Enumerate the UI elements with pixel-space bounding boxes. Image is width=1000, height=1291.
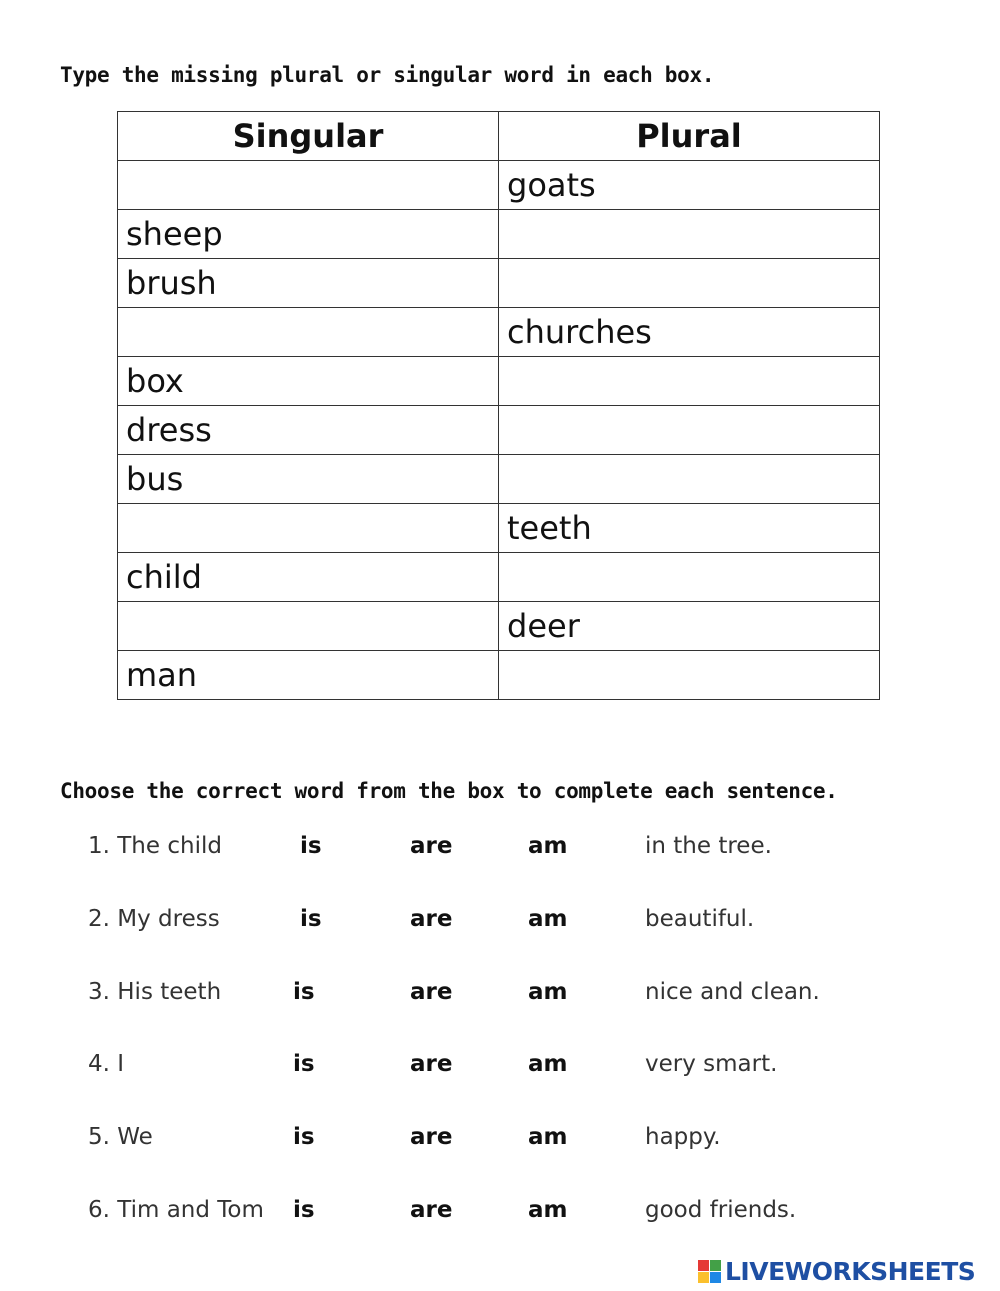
header-plural: Plural [499,112,880,161]
plural-word: deer [499,602,880,651]
sentence-item [0,827,1000,867]
sentence-ending: very smart. [645,1051,778,1078]
choice-option-is[interactable]: is [293,978,315,1005]
instruction-choose-word: Choose the correct word from the box to complete each sentence. [60,779,838,803]
table-row [118,210,880,259]
choice-option-are[interactable]: are [410,1197,453,1223]
sentence-item [0,1118,1000,1158]
sentence-ending: in the tree. [645,833,772,859]
logo-square [698,1272,709,1283]
sentence-subject: 4. I [88,1051,125,1078]
instruction-plural-singular: Type the missing plural or singular word in each box. [60,63,715,87]
singular-word: box [118,357,499,406]
sentence-item [0,1191,1000,1231]
liveworksheets-brand [698,1257,975,1285]
liveworksheets-logo-icon [698,1260,721,1283]
singular-answer-box[interactable] [118,504,499,553]
singular-answer-box[interactable] [118,161,499,210]
choice-option-am[interactable]: am [528,905,568,932]
plural-answer-box[interactable] [499,210,880,259]
plural-word: goats [499,161,880,210]
logo-square [710,1260,721,1271]
table-row [118,259,880,308]
plural-answer-box[interactable] [499,357,880,406]
singular-word: sheep [118,210,499,259]
choice-option-are[interactable]: are [410,978,453,1005]
plural-answer-box[interactable] [499,651,880,700]
sentence-subject: 5. We [88,1124,153,1151]
plural-answer-box[interactable] [499,455,880,504]
table-header-row [118,112,880,161]
sentence-item [0,900,1000,940]
singular-word: dress [118,406,499,455]
table-row [118,455,880,504]
sentence-ending: beautiful. [645,905,755,932]
sentence-subject: 6. Tim and Tom [88,1197,264,1223]
plural-answer-box[interactable] [499,406,880,455]
singular-word: child [118,553,499,602]
singular-answer-box[interactable] [118,308,499,357]
logo-square [698,1260,709,1271]
brand-name: LIVEWORKSHEETS [725,1256,976,1286]
choice-option-is[interactable]: is [300,833,322,859]
table-row [118,406,880,455]
sentence-item [0,973,1000,1013]
table-row [118,161,880,210]
table-row [118,602,880,651]
sentence-ending: good friends. [645,1197,797,1223]
choice-option-are[interactable]: are [410,1051,453,1078]
choice-option-is[interactable]: is [293,1124,315,1151]
table-row [118,357,880,406]
sentence-subject: 3. His teeth [88,978,222,1005]
header-singular: Singular [118,112,499,161]
table-row [118,308,880,357]
plural-singular-table [117,111,880,700]
choice-option-is[interactable]: is [293,1051,315,1078]
choice-option-am[interactable]: am [528,833,568,859]
singular-word: man [118,651,499,700]
logo-square [710,1272,721,1283]
choice-option-are[interactable]: are [410,833,453,859]
choice-option-am[interactable]: am [528,978,568,1005]
singular-answer-box[interactable] [118,602,499,651]
singular-word: brush [118,259,499,308]
sentence-item [0,1045,1000,1085]
table-row [118,553,880,602]
sentence-ending: happy. [645,1124,721,1151]
singular-word: bus [118,455,499,504]
sentence-ending: nice and clean. [645,978,820,1005]
choice-option-am[interactable]: am [528,1124,568,1151]
plural-answer-box[interactable] [499,259,880,308]
choice-option-am[interactable]: am [528,1197,568,1223]
table-row [118,504,880,553]
choice-option-am[interactable]: am [528,1051,568,1078]
sentence-subject: 2. My dress [88,905,220,932]
choice-option-are[interactable]: are [410,905,453,932]
choice-option-is[interactable]: is [300,905,322,932]
table-row [118,651,880,700]
plural-word: churches [499,308,880,357]
choice-option-is[interactable]: is [293,1197,315,1223]
choice-option-are[interactable]: are [410,1124,453,1151]
plural-answer-box[interactable] [499,553,880,602]
sentence-subject: 1. The child [88,833,222,859]
plural-word: teeth [499,504,880,553]
